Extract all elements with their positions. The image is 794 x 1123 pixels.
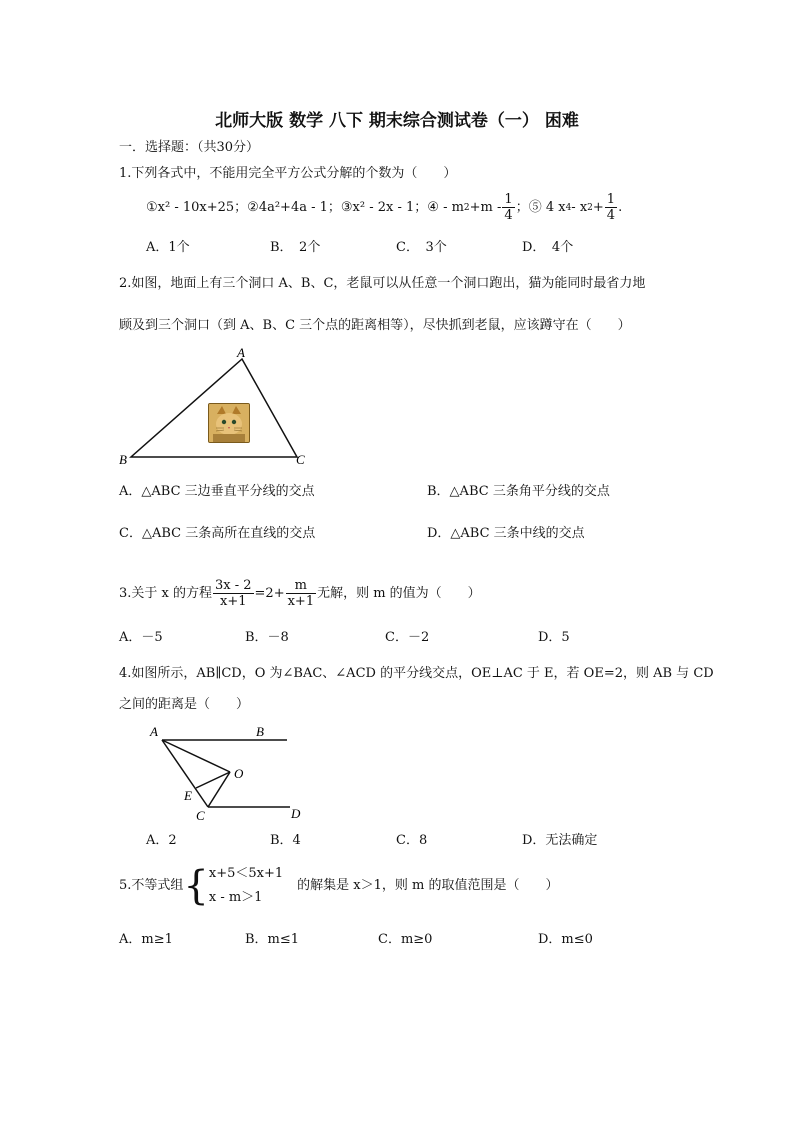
q1-option-a: A．1个 (146, 240, 190, 255)
label-c: C (296, 452, 305, 467)
label-b: B (119, 452, 127, 467)
q1-expr-part4: - x (571, 199, 588, 215)
q1-f1-num: 1 (504, 192, 513, 207)
q2-option-c: C．△ABC 三条高所在直线的交点 (119, 526, 316, 541)
section-heading: 一．选择题：（共30分） (119, 140, 260, 155)
q5-inequality-1: x+5＜5x+1 (208, 866, 284, 881)
q1-expr-part6: . (618, 199, 623, 215)
q5-post: 的解集是 x＞1，则 m 的取值范围是（ ） (297, 878, 559, 893)
q2-option-d: D．△ABC 三条中线的交点 (427, 526, 585, 541)
q4-line1: 4.如图所示，AB∥CD，O 为∠BAC、∠ACD 的平分线交点，OE⊥AC 于 E，若 OE=2，则 AB 与 CD (119, 666, 714, 681)
q2-line2: 顾及到三个洞口（到 A、B、C 三个点的距离相等），尽快抓到老鼠，应该蹲守在（ ） (119, 318, 631, 333)
q1-expr-part2: +m - (469, 199, 502, 215)
q1-expr-part3: ；⑤ 4 x (515, 199, 566, 215)
q1-expr-part1: ①x² - 10x+25；②4a²+4a - 1；③x² - 2x - 1；④ - m (146, 199, 464, 215)
q1-f1-den: 4 (504, 208, 513, 223)
q2-option-a: A．△ABC 三边垂直平分线的交点 (119, 484, 315, 499)
cat-image (208, 403, 250, 443)
q4-option-c: C．8 (396, 833, 428, 848)
q4-option-d: D．无法确定 (522, 833, 598, 848)
q3-f2-den: x+1 (287, 594, 315, 609)
q5-pre: 5.不等式组 (119, 878, 184, 893)
q1-fraction-1 (502, 192, 514, 223)
q5-option-b: B．m≤1 (245, 932, 300, 947)
q1-expr-part5: + (592, 199, 604, 215)
q1-f2-den: 4 (606, 208, 616, 223)
cat-icon (209, 404, 249, 442)
q4-line2: 之间的距离是（ ） (119, 697, 250, 712)
q3-f2-num: m (286, 578, 317, 594)
q1-option-d: D． 4个 (522, 240, 574, 255)
q1-fraction-2 (605, 192, 617, 223)
q5-option-d: D．m≤0 (538, 932, 593, 947)
label-e: E (184, 788, 192, 803)
q5-inequality-2: x - m＞1 (208, 890, 263, 905)
q3-option-a: A．－5 (119, 630, 163, 645)
q2-option-b: B．△ABC 三条角平分线的交点 (427, 484, 610, 499)
q3-pre: 3.关于 x 的方程 (119, 585, 212, 601)
brace-icon: { (183, 863, 209, 909)
label-c: C (196, 808, 205, 823)
q3-f1-den: x+1 (220, 594, 247, 609)
q5-option-c: C．m≥0 (378, 932, 433, 947)
q2-line1: 2.如图，地面上有三个洞口 A、B、C，老鼠可以从任意一个洞口跑出，猫为能同时最省力地 (119, 276, 646, 291)
q1-sup2: 4 (565, 202, 572, 213)
q3-option-b: B．－8 (245, 630, 289, 645)
q1-stem: 1.下列各式中，不能用完全平方公式分解的个数为（ ） (119, 166, 457, 181)
q4-option-b: B．4 (270, 833, 301, 848)
q3-option-c: C．－2 (385, 630, 430, 645)
label-b: B (256, 724, 264, 739)
q3-mid: =2+ (254, 585, 285, 601)
q1-expressions (146, 192, 622, 223)
q5-stem (119, 862, 558, 910)
q3-stem (119, 578, 481, 609)
q1-option-c: C． 3个 (396, 240, 447, 255)
q5-option-a: A．m≥1 (119, 932, 173, 947)
q5-system (209, 862, 283, 910)
q3-post: 无解，则 m 的值为（ ） (317, 585, 481, 601)
q1-option-b: B． 2个 (270, 240, 321, 255)
q1-f2-num: 1 (606, 192, 616, 207)
q1-sup3: 2 (587, 202, 593, 213)
q4-parallel-figure (140, 720, 310, 825)
q3-fraction-2 (286, 578, 317, 609)
q1-sup1: 2 (463, 202, 470, 213)
q3-fraction-1 (213, 578, 254, 609)
label-a: A (237, 345, 245, 360)
label-a: A (150, 724, 158, 739)
label-o: O (234, 766, 244, 781)
page-title: 北师大版 数学 八下 期末综合测试卷（一） 困难 (215, 111, 579, 131)
q3-option-d: D．5 (538, 630, 570, 645)
q3-f1-num: 3x - 2 (215, 578, 252, 593)
q4-option-a: A．2 (146, 833, 177, 848)
label-d: D (291, 806, 301, 821)
